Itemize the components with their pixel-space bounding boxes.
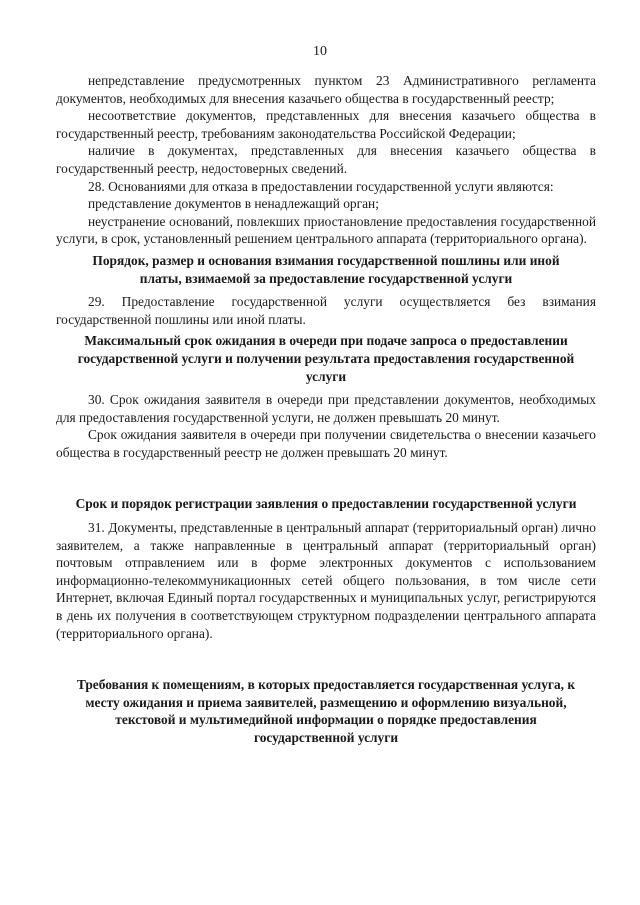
heading-registration: Срок и порядок регистрации заявления о предоставлении государственной услуги [75,496,577,512]
paragraph-28: 28. Основаниями для отказа в предоставлении государственной услуги являются: [88,178,554,194]
paragraph-30-certificate: Срок ожидания заявителя в очереди при получении свидетельства о внесении казачьего общества в государственный реестр не должен превышать 20 минут. [56,427,596,460]
page-number: 10 [313,44,327,59]
heading-fee: Порядок, размер и основания взимания государственной пошлины или иной платы, взимаемой за предоставление государственной услуги [92,252,560,286]
paragraph-wrong-authority: представление документов в ненадлежащий орган; [88,196,379,212]
heading-premises: Требования к помещениям, в которых предоставляется государственная услуга, к месту ожидания и приема заявителей, размещению и оформлению визуальной, текстовой и мультимедийной информации о порядке предоставления государственной услуги [76,677,576,745]
paragraph-non-elimination: неустранение оснований, повлекших приостановление предоставления государственной услуги, в срок, установленный решением центрального аппарата (территориального органа). [56,213,596,247]
paragraph-non-compliance: несоответствие документов, представленных для внесения казачьего общества в государственный реестр, требованиям законодательства Российской Федерации; [56,108,596,141]
heading-waiting-time: Максимальный срок ожидания в очереди при подаче запроса о предоставлении государственной услуги и получении результата предоставления государственной услуги [77,333,575,384]
paragraph-31: 31. Документы, представленные в центральный аппарат (территориальный орган) лично заявителем, а также направленные в центральный аппарат (территориальный орган) почтовым отправлением или в форме электронных документов с использованием информационно-телекоммуникационных сетей общего пользования, в том числе сети Интернет, включая Единый портал государственных и муниципальных услуг, регистрируются в день их получения в соответствующем структурном подразделении центрального аппарата (территориального органа). [56,520,596,641]
paragraph-false-data: наличие в документах, представленных для внесения казачьего общества в государственный реестр, недостоверных сведений. [56,143,596,176]
document-body [56,72,596,747]
paragraph-29: 29. Предоставление государственной услуги осуществляется без взимания государственной пошлины или иной платы. [56,294,596,327]
paragraph-30: 30. Срок ожидания заявителя в очереди при представлении документов, необходимых для предоставления государственной услуги, не должен превышать 20 минут. [56,392,596,425]
paragraph-non-submission: непредставление предусмотренных пунктом 23 Административного регламента документов, необходимых для внесения казачьего общества в государственный реестр; [56,73,596,106]
